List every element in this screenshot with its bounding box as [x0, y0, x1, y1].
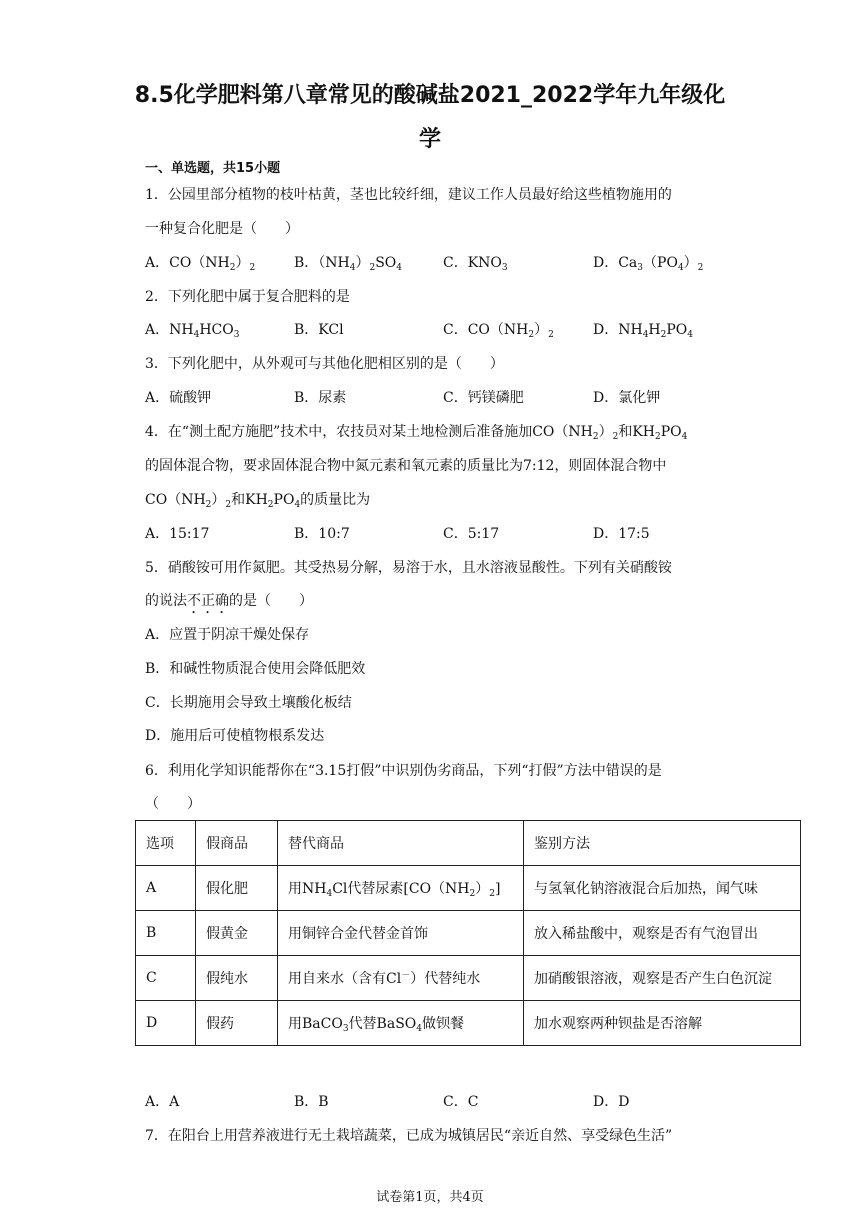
q5-stem-line2: 的说法不正确的是（ ） [145, 593, 313, 609]
table-row [136, 911, 801, 956]
q4-stem-line1: 4．在“测土配方施肥”技术中，农技员对某土地检测后准备施加$CO(NH_2)_2$和$KH_2PO_4$ [145, 424, 688, 442]
table-cell-option: C [136, 956, 196, 1001]
table-row [136, 1001, 801, 1046]
q6-table [135, 820, 801, 1046]
table-row [136, 956, 801, 1001]
table-cell-method: 加硝酸银溶液，观察是否产生白色沉淀 [524, 956, 801, 1001]
q2-option-a: A．$NH_4HCO_3$ [145, 322, 240, 340]
q4-option-c: C．5:17 [443, 526, 500, 542]
table-header-cell: 鉴别方法 [524, 821, 801, 866]
page-title-line1: 8.5化学肥料第八章常见的酸碱盐2021_2022学年九年级化 [134, 83, 726, 108]
q6-option-b: B．B [294, 1094, 329, 1110]
table-header-cell: 替代商品 [278, 821, 524, 866]
q5-option-c: C．长期施用会导致土壤酸化板结 [145, 695, 352, 711]
q6-option-c: C．C [443, 1094, 479, 1110]
q3-option-a: A．硫酸钾 [145, 390, 212, 406]
table-row [136, 866, 801, 911]
q2-option-b: B．KCl [294, 322, 344, 338]
q2-option-d: D．$NH_4H_2PO_4$ [593, 322, 694, 340]
table-header-cell: 选项 [136, 821, 196, 866]
table-cell-substitute: 用铜锌合金代替金首饰 [278, 911, 524, 956]
q4-stem-line3: $CO(NH_2)_2$和$KH_2PO_4$的质量比为 [145, 492, 371, 510]
q6-option-d: D．D [593, 1094, 630, 1110]
emphasized-not-correct: 不正确 [187, 593, 229, 609]
table-cell-fake: 假化肥 [196, 866, 278, 911]
q4-stem-line2: 的固体混合物，要求固体混合物中氮元素和氧元素的质量比为7:12，则固体混合物中 [145, 458, 667, 474]
q2-option-c: C．$CO(NH_2)_2$ [443, 322, 554, 340]
q7-stem-line1: 7．在阳台上用营养液进行无土栽培蔬菜，已成为城镇居民“亲近自然、享受绿色生活” [145, 1128, 673, 1144]
table-cell-fake: 假纯水 [196, 956, 278, 1001]
q3-stem: 3．下列化肥中，从外观可与其他化肥相区别的是（ ） [145, 356, 504, 372]
q1-stem-line2: 一种复合化肥是（ ） [145, 221, 299, 237]
table-cell-method: 加水观察两种钡盐是否溶解 [524, 1001, 801, 1046]
table-cell-option: D [136, 1001, 196, 1046]
table-cell-method: 放入稀盐酸中，观察是否有气泡冒出 [524, 911, 801, 956]
table-cell-substitute: 用BaCO$_3$代替BaSO$_4$做钡餐 [278, 1001, 524, 1046]
q5-option-d: D．施用后可使植物根系发达 [145, 728, 325, 744]
table-header-cell: 假商品 [196, 821, 278, 866]
table-header-row [136, 821, 801, 866]
q6-stem-line2: （ ） [145, 796, 201, 812]
q3-option-d: D．氯化钾 [593, 390, 661, 406]
q6-stem-line1: 6．利用化学知识能帮你在“3.15打假”中识别伪劣商品，下列“打假”方法中错误的是 [145, 763, 662, 779]
q1-option-a: A．$CO(NH_2)_2$ [145, 255, 256, 273]
table-cell-fake: 假黄金 [196, 911, 278, 956]
q4-option-b: B．10:7 [294, 526, 350, 542]
q1-option-d: D．$Ca_3(PO_4)_2$ [593, 255, 704, 273]
q3-option-b: B．尿素 [294, 390, 347, 406]
q6-option-a: A．A [145, 1094, 180, 1110]
page-footer: 试卷第1页，共4页 [376, 1190, 484, 1205]
page-title-line2: 学 [418, 127, 441, 152]
table-cell-option: A [136, 866, 196, 911]
table-cell-fake: 假药 [196, 1001, 278, 1046]
q1-stem-line1: 1．公园里部分植物的枝叶枯黄，茎也比较纤细，建议工作人员最好给这些植物施用的 [145, 187, 672, 203]
q3-option-c: C．钙镁磷肥 [443, 390, 524, 406]
table-cell-option: B [136, 911, 196, 956]
q4-option-a: A．15:17 [145, 526, 210, 542]
section-heading: 一、单选题，共15小题 [145, 161, 281, 176]
q4-option-d: D．17:5 [593, 526, 650, 542]
q1-option-c: C．$KNO_3$ [443, 255, 508, 273]
q2-stem: 2．下列化肥中属于复合肥料的是 [145, 289, 350, 305]
q1-option-b: B．$(NH_4)_2SO_4$ [294, 255, 403, 273]
q5-option-b: B．和碱性物质混合使用会降低肥效 [145, 661, 366, 677]
table-cell-substitute: 用$NH_4Cl$代替尿素$[CO(NH_2)_2]$ [278, 866, 524, 911]
table-cell-method: 与氢氧化钠溶液混合后加热，闻气味 [524, 866, 801, 911]
q5-stem-line1: 5．硝酸铵可用作氮肥。其受热易分解，易溶于水，且水溶液显酸性。下列有关硝酸铵 [145, 560, 672, 576]
table-cell-substitute: 用自来水（含有Cl－）代替纯水 [278, 956, 524, 1001]
q5-option-a: A．应置于阴凉干燥处保存 [145, 627, 310, 643]
